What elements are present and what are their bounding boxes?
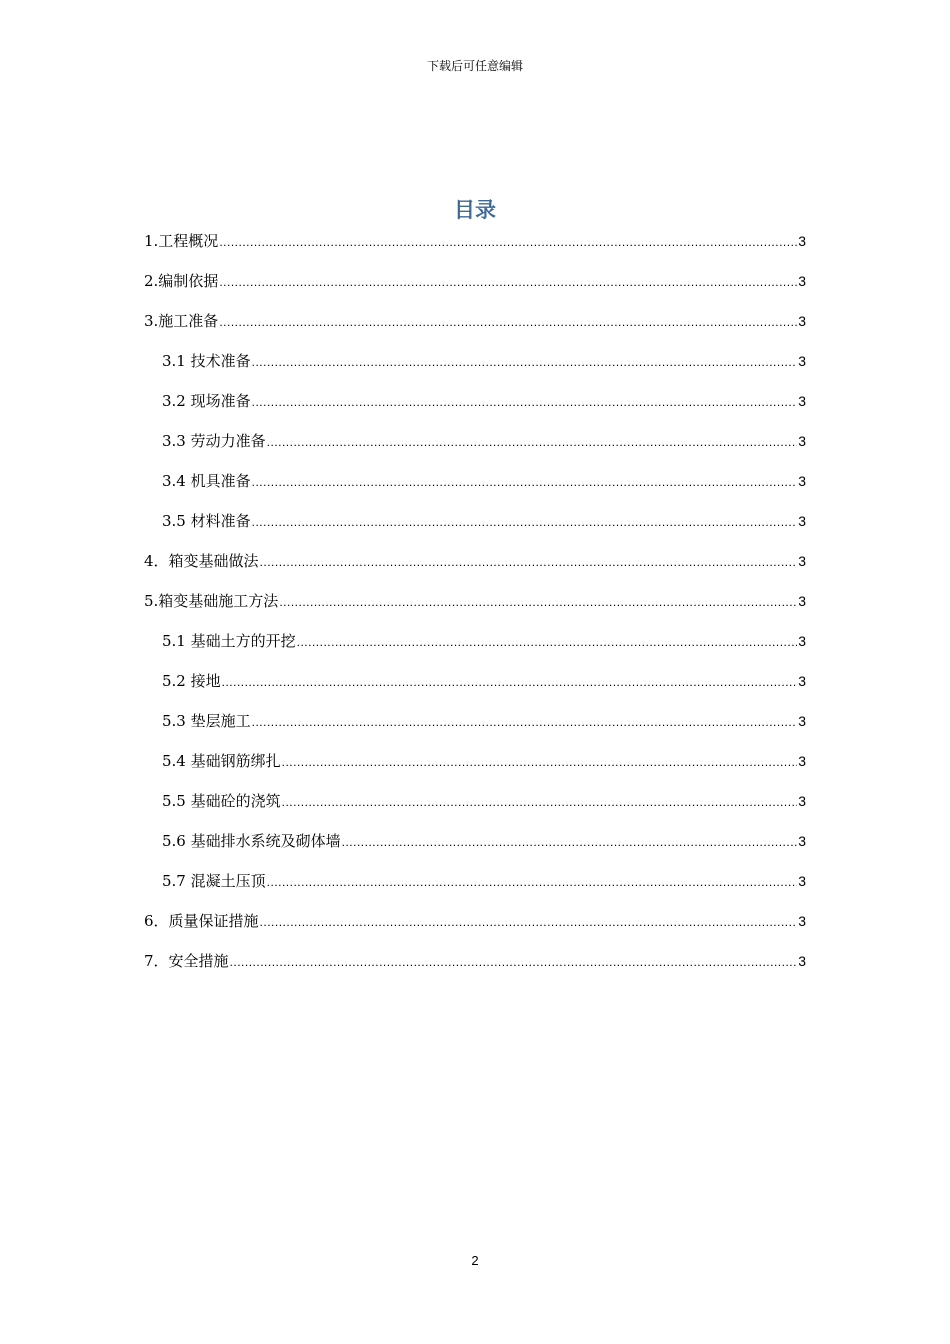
toc-entry-page: 3 <box>798 873 806 889</box>
toc-leader-dots <box>219 309 797 335</box>
toc-entry-5-7[interactable] <box>144 868 806 908</box>
toc-entry-label: 3.4 机具准备 <box>162 472 251 490</box>
toc-entry-label: 6．质量保证措施 <box>144 912 259 930</box>
toc-entry-label: 5.箱变基础施工方法 <box>144 592 279 610</box>
toc-entry-label: 3.2 现场准备 <box>162 392 251 410</box>
toc-leader-dots <box>279 589 797 615</box>
toc-entry-5-3[interactable] <box>144 708 806 748</box>
toc-entry-label: 3.3 劳动力准备 <box>162 432 266 450</box>
toc-entry-page: 3 <box>798 353 806 369</box>
toc-leader-dots <box>260 549 798 575</box>
table-of-contents <box>144 228 806 988</box>
toc-entry-page: 3 <box>798 713 806 729</box>
toc-leader-dots <box>342 829 798 855</box>
toc-leader-dots <box>252 349 798 375</box>
toc-entry-5-5[interactable] <box>144 788 806 828</box>
toc-entry-label: 4．箱变基础做法 <box>144 552 259 570</box>
toc-entry-label: 5.2 接地 <box>162 672 221 690</box>
toc-entry-6[interactable] <box>144 908 806 948</box>
toc-entry-label: 3.1 技术准备 <box>162 352 251 370</box>
toc-entry-label: 1.工程概况 <box>144 232 219 250</box>
toc-entry-5-4[interactable] <box>144 748 806 788</box>
toc-leader-dots <box>252 469 798 495</box>
toc-entry-5-1[interactable] <box>144 628 806 668</box>
toc-entry-page: 3 <box>798 393 806 409</box>
toc-entry-page: 3 <box>798 833 806 849</box>
toc-entry-page: 3 <box>798 633 806 649</box>
toc-entry-label: 7．安全措施 <box>144 952 229 970</box>
toc-entry-page: 3 <box>798 513 806 529</box>
toc-leader-dots <box>267 869 798 895</box>
toc-entry-7[interactable] <box>144 948 806 988</box>
toc-entry-5-2[interactable] <box>144 668 806 708</box>
toc-entry-3-2[interactable] <box>144 388 806 428</box>
toc-leader-dots <box>219 229 797 255</box>
toc-entry-2[interactable] <box>144 268 806 308</box>
toc-entry-page: 3 <box>798 553 806 569</box>
toc-entry-5-6[interactable] <box>144 828 806 868</box>
header-note: 下载后可任意编辑 <box>426 59 523 73</box>
toc-leader-dots <box>252 709 798 735</box>
toc-entry-page: 3 <box>798 313 806 329</box>
toc-entry-page: 3 <box>798 673 806 689</box>
page-number: 2 <box>471 1253 479 1268</box>
toc-entry-page: 3 <box>798 593 806 609</box>
toc-leader-dots <box>267 429 798 455</box>
toc-entry-3-1[interactable] <box>144 348 806 388</box>
toc-entry-label: 5.4 基础钢筋绑扎 <box>162 752 281 770</box>
toc-leader-dots <box>260 909 798 935</box>
toc-entry-page: 3 <box>798 233 806 249</box>
toc-entry-label: 3.施工准备 <box>144 312 219 330</box>
toc-entry-page: 3 <box>798 473 806 489</box>
toc-leader-dots <box>219 269 797 295</box>
toc-leader-dots <box>297 629 798 655</box>
toc-entry-label: 5.1 基础土方的开挖 <box>162 632 296 650</box>
toc-leader-dots <box>252 509 798 535</box>
toc-leader-dots <box>230 949 798 975</box>
toc-entry-label: 3.5 材料准备 <box>162 512 251 530</box>
toc-entry-page: 3 <box>798 273 806 289</box>
toc-title: 目录 <box>454 198 496 222</box>
toc-entry-page: 3 <box>798 793 806 809</box>
toc-entry-3-4[interactable] <box>144 468 806 508</box>
toc-entry-page: 3 <box>798 913 806 929</box>
toc-entry-1[interactable] <box>144 228 806 268</box>
toc-entry-5[interactable] <box>144 588 806 628</box>
toc-entry-page: 3 <box>798 753 806 769</box>
toc-entry-3-5[interactable] <box>144 508 806 548</box>
toc-leader-dots <box>222 669 798 695</box>
toc-entry-3[interactable] <box>144 308 806 348</box>
toc-leader-dots <box>282 789 798 815</box>
toc-entry-4[interactable] <box>144 548 806 588</box>
toc-entry-label: 5.7 混凝土压顶 <box>162 872 266 890</box>
toc-leader-dots <box>282 749 798 775</box>
toc-entry-page: 3 <box>798 433 806 449</box>
toc-entry-label: 2.编制依据 <box>144 272 219 290</box>
toc-entry-page: 3 <box>798 953 806 969</box>
toc-entry-label: 5.3 垫层施工 <box>162 712 251 730</box>
toc-leader-dots <box>252 389 798 415</box>
toc-entry-3-3[interactable] <box>144 428 806 468</box>
toc-entry-label: 5.5 基础砼的浇筑 <box>162 792 281 810</box>
toc-entry-label: 5.6 基础排水系统及砌体墙 <box>162 832 341 850</box>
